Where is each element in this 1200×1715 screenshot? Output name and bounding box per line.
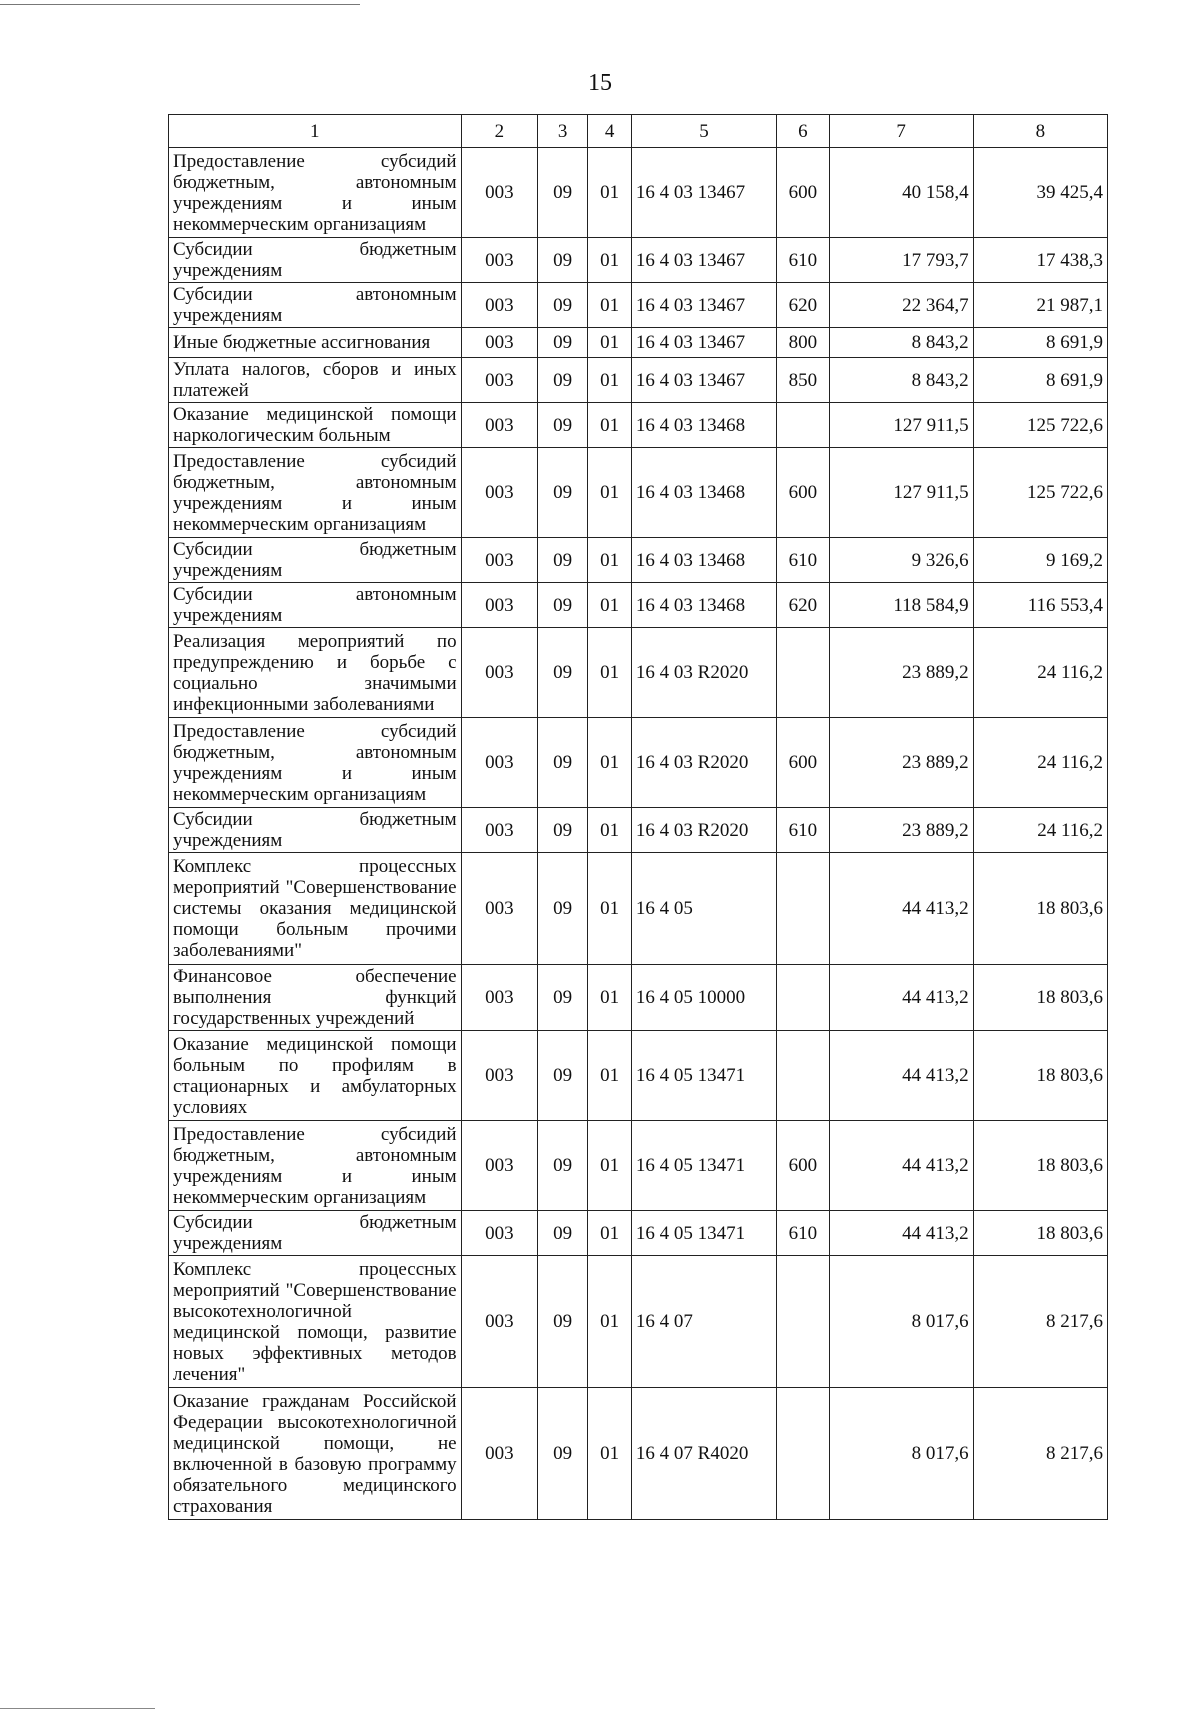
- table-row: [169, 718, 1108, 808]
- section-code-cell: 09: [538, 283, 588, 328]
- amount-year2-cell: 18 803,6: [973, 853, 1107, 965]
- table-row: [169, 1256, 1108, 1388]
- column-header: 2: [461, 115, 537, 148]
- subsection-code-cell: 01: [588, 1121, 632, 1211]
- ministry-code-cell: 003: [461, 1388, 537, 1520]
- table-row: [169, 1388, 1108, 1520]
- amount-year2-cell: 21 987,1: [973, 283, 1107, 328]
- section-code-cell: 09: [538, 1121, 588, 1211]
- subsection-code-cell: 01: [588, 358, 632, 403]
- section-code-cell: 09: [538, 718, 588, 808]
- expense-type-cell: 600: [777, 1121, 829, 1211]
- ministry-code-cell: 003: [461, 718, 537, 808]
- target-article-cell: 16 4 05 13471: [631, 1031, 776, 1121]
- table-row: [169, 283, 1108, 328]
- expense-type-cell: [777, 965, 829, 1031]
- ministry-code-cell: 003: [461, 1121, 537, 1211]
- expense-type-cell: 600: [777, 148, 829, 238]
- budget-table: [168, 114, 1108, 1520]
- row-name-cell: Субсидии бюджетным учреждениям: [169, 238, 462, 283]
- expense-type-cell: 600: [777, 448, 829, 538]
- ministry-code-cell: 003: [461, 583, 537, 628]
- row-name-cell: Оказание медицинской помощи наркологическим больным: [169, 403, 462, 448]
- subsection-code-cell: 01: [588, 583, 632, 628]
- amount-year2-cell: 125 722,6: [973, 403, 1107, 448]
- amount-year1-cell: 44 413,2: [829, 853, 973, 965]
- target-article-cell: 16 4 05: [631, 853, 776, 965]
- amount-year1-cell: 8 843,2: [829, 358, 973, 403]
- subsection-code-cell: 01: [588, 238, 632, 283]
- amount-year1-cell: 8 017,6: [829, 1388, 973, 1520]
- amount-year2-cell: 125 722,6: [973, 448, 1107, 538]
- row-name-cell: Финансовое обеспечение выполнения функций государственных учреждений: [169, 965, 462, 1031]
- amount-year1-cell: 118 584,9: [829, 583, 973, 628]
- amount-year1-cell: 127 911,5: [829, 403, 973, 448]
- amount-year1-cell: 9 326,6: [829, 538, 973, 583]
- ministry-code-cell: 003: [461, 1256, 537, 1388]
- row-name-cell: Комплекс процессных мероприятий "Совершенствование системы оказания медицинской помощи больным прочими заболеваниями": [169, 853, 462, 965]
- ministry-code-cell: 003: [461, 403, 537, 448]
- amount-year1-cell: 44 413,2: [829, 1031, 973, 1121]
- amount-year2-cell: 116 553,4: [973, 583, 1107, 628]
- amount-year1-cell: 8 843,2: [829, 328, 973, 358]
- amount-year1-cell: 23 889,2: [829, 808, 973, 853]
- ministry-code-cell: 003: [461, 538, 537, 583]
- subsection-code-cell: 01: [588, 328, 632, 358]
- amount-year1-cell: 23 889,2: [829, 718, 973, 808]
- target-article-cell: 16 4 03 13468: [631, 583, 776, 628]
- subsection-code-cell: 01: [588, 448, 632, 538]
- column-header: 3: [538, 115, 588, 148]
- subsection-code-cell: 01: [588, 283, 632, 328]
- target-article-cell: 16 4 03 R2020: [631, 718, 776, 808]
- amount-year2-cell: 24 116,2: [973, 808, 1107, 853]
- amount-year1-cell: 40 158,4: [829, 148, 973, 238]
- subsection-code-cell: 01: [588, 1256, 632, 1388]
- page-number: 15: [588, 70, 612, 96]
- amount-year2-cell: 18 803,6: [973, 965, 1107, 1031]
- expense-type-cell: 610: [777, 538, 829, 583]
- table-row: [169, 328, 1108, 358]
- amount-year1-cell: 44 413,2: [829, 1211, 973, 1256]
- ministry-code-cell: 003: [461, 808, 537, 853]
- ministry-code-cell: 003: [461, 1031, 537, 1121]
- amount-year1-cell: 22 364,7: [829, 283, 973, 328]
- expense-type-cell: 610: [777, 808, 829, 853]
- expense-type-cell: [777, 853, 829, 965]
- scan-edge-line: [0, 4, 360, 5]
- amount-year2-cell: 17 438,3: [973, 238, 1107, 283]
- amount-year1-cell: 44 413,2: [829, 965, 973, 1031]
- row-name-cell: Субсидии бюджетным учреждениям: [169, 808, 462, 853]
- row-name-cell: Уплата налогов, сборов и иных платежей: [169, 358, 462, 403]
- ministry-code-cell: 003: [461, 965, 537, 1031]
- table-row: [169, 1031, 1108, 1121]
- subsection-code-cell: 01: [588, 1211, 632, 1256]
- amount-year2-cell: 18 803,6: [973, 1121, 1107, 1211]
- table-row: [169, 853, 1108, 965]
- row-name-cell: Оказание медицинской помощи больным по профилям в стационарных и амбулаторных условиях: [169, 1031, 462, 1121]
- subsection-code-cell: 01: [588, 718, 632, 808]
- expense-type-cell: 800: [777, 328, 829, 358]
- ministry-code-cell: 003: [461, 148, 537, 238]
- target-article-cell: 16 4 03 13468: [631, 448, 776, 538]
- target-article-cell: 16 4 07 R4020: [631, 1388, 776, 1520]
- expense-type-cell: 620: [777, 283, 829, 328]
- target-article-cell: 16 4 03 13468: [631, 538, 776, 583]
- section-code-cell: 09: [538, 448, 588, 538]
- subsection-code-cell: 01: [588, 403, 632, 448]
- amount-year2-cell: 24 116,2: [973, 628, 1107, 718]
- expense-type-cell: 600: [777, 718, 829, 808]
- column-header: 1: [169, 115, 462, 148]
- table-row: [169, 583, 1108, 628]
- expense-type-cell: 850: [777, 358, 829, 403]
- table-row: [169, 403, 1108, 448]
- row-name-cell: Оказание гражданам Российской Федерации высокотехнологичной медицинской помощи, не включенной в базовую программу обязательного медицинского страхования: [169, 1388, 462, 1520]
- ministry-code-cell: 003: [461, 328, 537, 358]
- section-code-cell: 09: [538, 965, 588, 1031]
- table-row: [169, 538, 1108, 583]
- amount-year2-cell: 8 691,9: [973, 358, 1107, 403]
- amount-year2-cell: 9 169,2: [973, 538, 1107, 583]
- section-code-cell: 09: [538, 853, 588, 965]
- table-row: [169, 808, 1108, 853]
- section-code-cell: 09: [538, 1031, 588, 1121]
- amount-year2-cell: 8 217,6: [973, 1388, 1107, 1520]
- subsection-code-cell: 01: [588, 148, 632, 238]
- section-code-cell: 09: [538, 628, 588, 718]
- subsection-code-cell: 01: [588, 1031, 632, 1121]
- expense-type-cell: [777, 403, 829, 448]
- amount-year1-cell: 8 017,6: [829, 1256, 973, 1388]
- amount-year2-cell: 18 803,6: [973, 1211, 1107, 1256]
- table-row: [169, 448, 1108, 538]
- table-row: [169, 628, 1108, 718]
- section-code-cell: 09: [538, 358, 588, 403]
- section-code-cell: 09: [538, 1256, 588, 1388]
- target-article-cell: 16 4 05 13471: [631, 1211, 776, 1256]
- row-name-cell: Иные бюджетные ассигнования: [169, 328, 462, 358]
- column-header: 4: [588, 115, 632, 148]
- table-row: [169, 965, 1108, 1031]
- expense-type-cell: 610: [777, 1211, 829, 1256]
- ministry-code-cell: 003: [461, 1211, 537, 1256]
- target-article-cell: 16 4 03 13467: [631, 238, 776, 283]
- expense-type-cell: [777, 1031, 829, 1121]
- row-name-cell: Предоставление субсидий бюджетным, автономным учреждениям и иным некоммерческим организациям: [169, 148, 462, 238]
- expense-type-cell: [777, 1256, 829, 1388]
- section-code-cell: 09: [538, 238, 588, 283]
- target-article-cell: 16 4 03 13468: [631, 403, 776, 448]
- subsection-code-cell: 01: [588, 628, 632, 718]
- expense-type-cell: 610: [777, 238, 829, 283]
- expense-type-cell: 620: [777, 583, 829, 628]
- ministry-code-cell: 003: [461, 283, 537, 328]
- row-name-cell: Комплекс процессных мероприятий "Совершенствование высокотехнологичной медицинской помощи, развитие новых эффективных методов лечения": [169, 1256, 462, 1388]
- target-article-cell: 16 4 07: [631, 1256, 776, 1388]
- amount-year2-cell: 18 803,6: [973, 1031, 1107, 1121]
- section-code-cell: 09: [538, 583, 588, 628]
- section-code-cell: 09: [538, 808, 588, 853]
- section-code-cell: 09: [538, 148, 588, 238]
- subsection-code-cell: 01: [588, 538, 632, 583]
- column-header: 6: [777, 115, 829, 148]
- ministry-code-cell: 003: [461, 853, 537, 965]
- row-name-cell: Субсидии бюджетным учреждениям: [169, 538, 462, 583]
- row-name-cell: Реализация мероприятий по предупреждению и борьбе с социально значимыми инфекционными заболеваниями: [169, 628, 462, 718]
- table-row: [169, 148, 1108, 238]
- row-name-cell: Субсидии автономным учреждениям: [169, 283, 462, 328]
- amount-year2-cell: 24 116,2: [973, 718, 1107, 808]
- row-name-cell: Предоставление субсидий бюджетным, автономным учреждениям и иным некоммерческим организациям: [169, 448, 462, 538]
- subsection-code-cell: 01: [588, 965, 632, 1031]
- section-code-cell: 09: [538, 328, 588, 358]
- subsection-code-cell: 01: [588, 808, 632, 853]
- amount-year2-cell: 8 691,9: [973, 328, 1107, 358]
- ministry-code-cell: 003: [461, 358, 537, 403]
- target-article-cell: 16 4 03 13467: [631, 358, 776, 403]
- column-header: 8: [973, 115, 1107, 148]
- column-header: 5: [631, 115, 776, 148]
- amount-year1-cell: 44 413,2: [829, 1121, 973, 1211]
- amount-year1-cell: 17 793,7: [829, 238, 973, 283]
- row-name-cell: Субсидии бюджетным учреждениям: [169, 1211, 462, 1256]
- target-article-cell: 16 4 03 13467: [631, 148, 776, 238]
- target-article-cell: 16 4 05 13471: [631, 1121, 776, 1211]
- ministry-code-cell: 003: [461, 448, 537, 538]
- ministry-code-cell: 003: [461, 628, 537, 718]
- target-article-cell: 16 4 03 13467: [631, 283, 776, 328]
- section-code-cell: 09: [538, 538, 588, 583]
- table-row: [169, 1211, 1108, 1256]
- section-code-cell: 09: [538, 1211, 588, 1256]
- amount-year1-cell: 23 889,2: [829, 628, 973, 718]
- section-code-cell: 09: [538, 403, 588, 448]
- expense-type-cell: [777, 1388, 829, 1520]
- amount-year2-cell: 39 425,4: [973, 148, 1107, 238]
- row-name-cell: Субсидии автономным учреждениям: [169, 583, 462, 628]
- amount-year1-cell: 127 911,5: [829, 448, 973, 538]
- target-article-cell: 16 4 05 10000: [631, 965, 776, 1031]
- subsection-code-cell: 01: [588, 1388, 632, 1520]
- row-name-cell: Предоставление субсидий бюджетным, автономным учреждениям и иным некоммерческим организациям: [169, 718, 462, 808]
- expense-type-cell: [777, 628, 829, 718]
- subsection-code-cell: 01: [588, 853, 632, 965]
- amount-year2-cell: 8 217,6: [973, 1256, 1107, 1388]
- table-header-row: [169, 115, 1108, 148]
- scan-edge-line: [0, 1708, 155, 1709]
- row-name-cell: Предоставление субсидий бюджетным, автономным учреждениям и иным некоммерческим организациям: [169, 1121, 462, 1211]
- table-row: [169, 1121, 1108, 1211]
- target-article-cell: 16 4 03 R2020: [631, 628, 776, 718]
- table-row: [169, 358, 1108, 403]
- target-article-cell: 16 4 03 R2020: [631, 808, 776, 853]
- column-header: 7: [829, 115, 973, 148]
- section-code-cell: 09: [538, 1388, 588, 1520]
- target-article-cell: 16 4 03 13467: [631, 328, 776, 358]
- ministry-code-cell: 003: [461, 238, 537, 283]
- table-row: [169, 238, 1108, 283]
